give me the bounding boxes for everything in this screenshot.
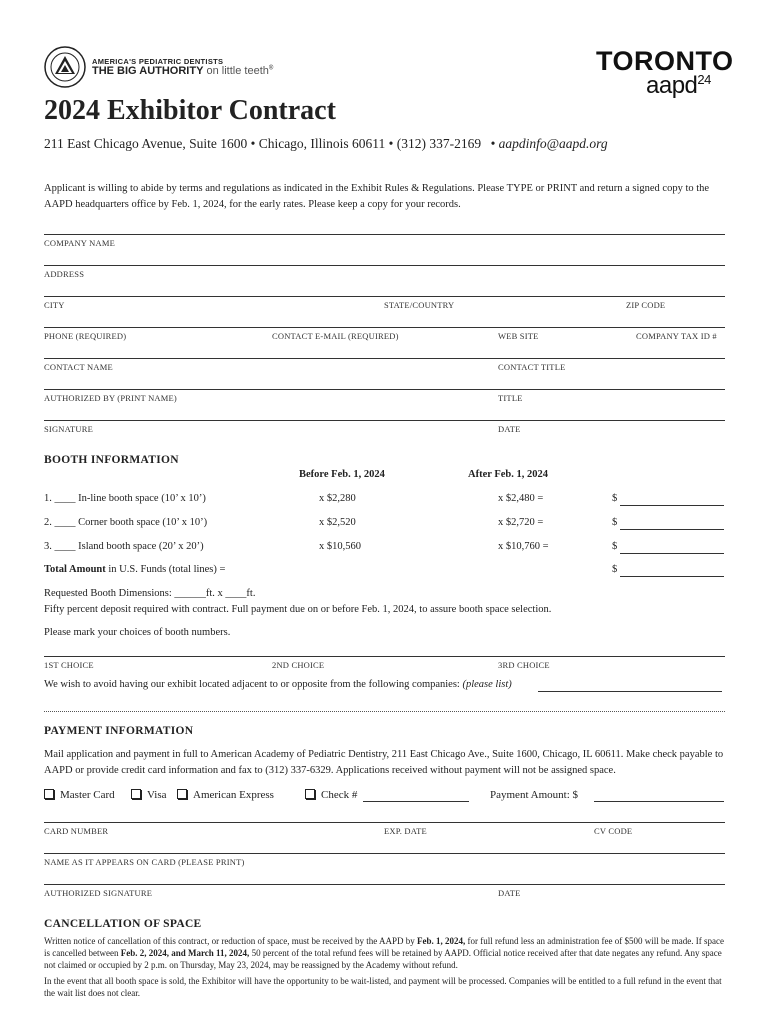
city-line <box>44 296 725 297</box>
avoid-italic: (please list) <box>462 679 512 690</box>
booth-row-label: 2. ____ Corner booth space (10’ x 10’) <box>44 517 208 528</box>
before-column-header: Before Feb. 1, 2024 <box>299 469 385 480</box>
email-text: • aapdinfo@aapd.org <box>490 136 608 151</box>
phone-input[interactable] <box>46 309 264 327</box>
total-amount-label <box>44 564 225 575</box>
visa-label: Visa <box>147 789 167 801</box>
cancellation-p1c: for full refund less an administration fee of $500 will be made. If space is cancelled between <box>44 936 724 958</box>
choice2-label: 2ND CHOICE <box>272 660 325 670</box>
authorized-by-input[interactable] <box>46 371 486 389</box>
avoid-main: We wish to avoid having our exhibit located adjacent to or opposite from the following companies: <box>44 679 460 690</box>
choice1-input[interactable] <box>46 638 264 656</box>
intro-paragraph: Applicant is willing to abide by terms and regulations as indicated in the Exhibit Rules & Regulations. Please TYPE or PRINT and return a signed copy to the AAPD headquarters office by Feb. 1, 2024, for the early rates. Please keep a copy for your records. <box>44 183 710 210</box>
total-amount-bold: Total Amount <box>44 564 106 575</box>
payment-amount-label: Payment Amount: $ <box>490 789 578 801</box>
city-label: CITY <box>44 300 65 310</box>
amex-option[interactable] <box>177 789 274 801</box>
check-checkbox[interactable] <box>305 789 315 799</box>
booth-row-before: x $2,520 <box>319 517 356 528</box>
mark-choices-text: Please mark your choices of booth numbers. <box>44 627 231 638</box>
booth-row-total-input[interactable] <box>620 515 724 530</box>
logo-line1: AMERICA'S PEDIATRIC DENTISTS <box>92 57 224 66</box>
authorized-title-label: TITLE <box>498 393 523 403</box>
cancellation-heading: CANCELLATION OF SPACE <box>44 918 202 930</box>
contact-email-label: CONTACT E-MAIL (REQUIRED) <box>272 331 399 341</box>
aapd-year: 24 <box>697 72 711 87</box>
authorized-by-label: AUTHORIZED BY (PRINT NAME) <box>44 393 177 403</box>
payment-text: Mail application and payment in full to American Academy of Pediatric Dentistry, 211 East Chicago Ave., Suite 1600, Chicago, IL 60611. Make check payable to AAPD or provide credit card information and fax to (312) 337-6329. Applications received without payment will not be assigned space. <box>44 749 724 776</box>
page-title: 2024 Exhibitor Contract <box>44 95 336 126</box>
booth-row-dollar: $ <box>612 541 618 552</box>
state-label: STATE/COUNTRY <box>384 300 455 310</box>
logo-big-authority: THE BIG AUTHORITY <box>92 65 204 77</box>
exp-date-input[interactable] <box>384 804 584 822</box>
avoid-companies-input[interactable] <box>538 677 722 692</box>
visa-option[interactable] <box>131 789 167 801</box>
card-number-line <box>44 822 725 823</box>
address-line <box>44 136 608 152</box>
booth-row-label: 3. ____ Island booth space (20’ x 20’) <box>44 541 204 552</box>
zip-label: ZIP CODE <box>626 300 666 310</box>
auth-signature-label: AUTHORIZED SIGNATURE <box>44 888 153 898</box>
company-name-line <box>44 234 725 235</box>
booth-row-total-input[interactable] <box>620 491 724 506</box>
choices-line <box>44 656 725 657</box>
address-input[interactable] <box>46 247 722 265</box>
tax-id-input[interactable] <box>636 309 722 327</box>
signature-input[interactable] <box>46 402 486 420</box>
name-on-card-line <box>44 853 725 854</box>
signature-label: SIGNATURE <box>44 424 94 434</box>
booth-row-after: x $2,480 = <box>498 493 544 504</box>
payment-amount-input[interactable] <box>594 787 724 802</box>
phone-label: PHONE (REQUIRED) <box>44 331 127 341</box>
choice3-label: 3RD CHOICE <box>498 660 550 670</box>
city-input[interactable] <box>46 278 376 296</box>
total-amount-dollar: $ <box>612 564 618 575</box>
booth-row-after: x $10,760 = <box>498 541 549 552</box>
choice3-input[interactable] <box>498 638 722 656</box>
logo-line2: THE BIG AUTHORITY on little teeth® <box>92 65 274 77</box>
exp-date-label: EXP. DATE <box>384 826 427 836</box>
avoid-text <box>44 679 512 690</box>
visa-checkbox[interactable] <box>131 789 141 799</box>
deposit-text: Fifty percent deposit required with contract. Full payment due on or before Feb. 1, 2024, to assure booth space selection. <box>44 604 552 615</box>
mastercard-label: Master Card <box>60 789 115 801</box>
cancellation-p1e: 50 percent of the total refund fees will be retained by AAPD. Official notice received after that date negates any refund. Any space not claimed or occupied by 2 p.m. on Thursday, May 23, 2024, may be reassigned by the Academy without refund. <box>44 948 722 970</box>
aapd-wordmark <box>646 72 711 100</box>
phone-line <box>44 327 725 328</box>
booth-row-before: x $10,560 <box>319 541 361 552</box>
total-amount-rest: in U.S. Funds (total lines) = <box>108 564 226 575</box>
auth-signature-line <box>44 884 725 885</box>
booth-row-total-input[interactable] <box>620 539 724 554</box>
tax-id-label: COMPANY TAX ID # <box>636 331 717 341</box>
check-option[interactable] <box>305 789 357 801</box>
contact-name-input[interactable] <box>46 340 486 358</box>
choice1-label: 1ST CHOICE <box>44 660 94 670</box>
after-column-header: After Feb. 1, 2024 <box>468 469 548 480</box>
name-on-card-label: NAME AS IT APPEARS ON CARD (PLEASE PRINT) <box>44 857 245 867</box>
payment-heading: PAYMENT INFORMATION <box>44 725 194 737</box>
booth-row-before: x $2,280 <box>319 493 356 504</box>
amex-label: American Express <box>193 789 274 801</box>
company-name-input[interactable] <box>46 216 722 234</box>
signature-date-label: DATE <box>498 424 521 434</box>
aapd-text: aapd <box>646 72 698 99</box>
cv-code-input[interactable] <box>594 804 722 822</box>
booth-heading: BOOTH INFORMATION <box>44 454 179 466</box>
booth-row-label: 1. ____ In-line booth space (10’ x 10’) <box>44 493 206 504</box>
signature-date-input[interactable] <box>498 402 722 420</box>
contact-title-label: CONTACT TITLE <box>498 362 566 372</box>
website-label: WEB SITE <box>498 331 539 341</box>
logo-little-teeth: on little teeth <box>206 65 269 77</box>
authorized-title-input[interactable] <box>498 371 722 389</box>
auth-date-input[interactable] <box>498 866 722 884</box>
booth-row-after: x $2,720 = <box>498 517 544 528</box>
check-label: Check # <box>321 789 358 801</box>
address-label: ADDRESS <box>44 269 85 279</box>
waitlist-paragraph: In the event that all booth space is sold, the Exhibitor will have the opportunity to be wait-listed, and payment will be processed. Companies will be entitled to a full refund in the event that the wait list does not clear. <box>44 976 722 998</box>
cancellation-p1d: Feb. 2, 2024, and March 11, 2024, <box>120 948 250 958</box>
card-number-input[interactable] <box>46 804 376 822</box>
name-on-card-input[interactable] <box>46 835 722 853</box>
address-text: 211 East Chicago Avenue, Suite 1600 • Chicago, Illinois 60611 • (312) 337-2169 <box>44 136 482 151</box>
auth-signature-input[interactable] <box>46 866 486 884</box>
cancellation-p1a: Written notice of cancellation of this contract, or reduction of space, must be received by the AAPD by <box>44 936 415 946</box>
booth-dimensions: Requested Booth Dimensions: ______ft. x ____ft. <box>44 588 256 599</box>
signature-line <box>44 420 725 421</box>
cancellation-paragraph <box>44 935 728 971</box>
booth-row-dollar: $ <box>612 493 618 504</box>
contact-title-input[interactable] <box>498 340 722 358</box>
cv-code-label: CV CODE <box>594 826 633 836</box>
mastercard-checkbox[interactable] <box>44 789 54 799</box>
contact-name-label: CONTACT NAME <box>44 362 113 372</box>
company-name-label: COMPANY NAME <box>44 238 115 248</box>
booth-row-dollar: $ <box>612 517 618 528</box>
card-number-label: CARD NUMBER <box>44 826 109 836</box>
state-input[interactable] <box>384 278 604 296</box>
zip-input[interactable] <box>626 278 722 296</box>
toronto-wordmark: TORONTO <box>596 46 734 76</box>
authorized-by-line <box>44 389 725 390</box>
aapd-seal-logo <box>44 46 86 88</box>
website-input[interactable] <box>498 309 628 327</box>
auth-date-label: DATE <box>498 888 521 898</box>
contact-email-input[interactable] <box>272 309 490 327</box>
cancellation-p1b: Feb. 1, 2024, <box>417 936 466 946</box>
total-amount-input[interactable] <box>620 562 724 577</box>
check-number-input[interactable] <box>363 787 469 802</box>
amex-checkbox[interactable] <box>177 789 187 799</box>
address-line-rule <box>44 265 725 266</box>
contact-name-line <box>44 358 725 359</box>
choice2-input[interactable] <box>272 638 490 656</box>
mastercard-option[interactable] <box>44 789 115 801</box>
avoid-extra-line <box>44 711 725 712</box>
